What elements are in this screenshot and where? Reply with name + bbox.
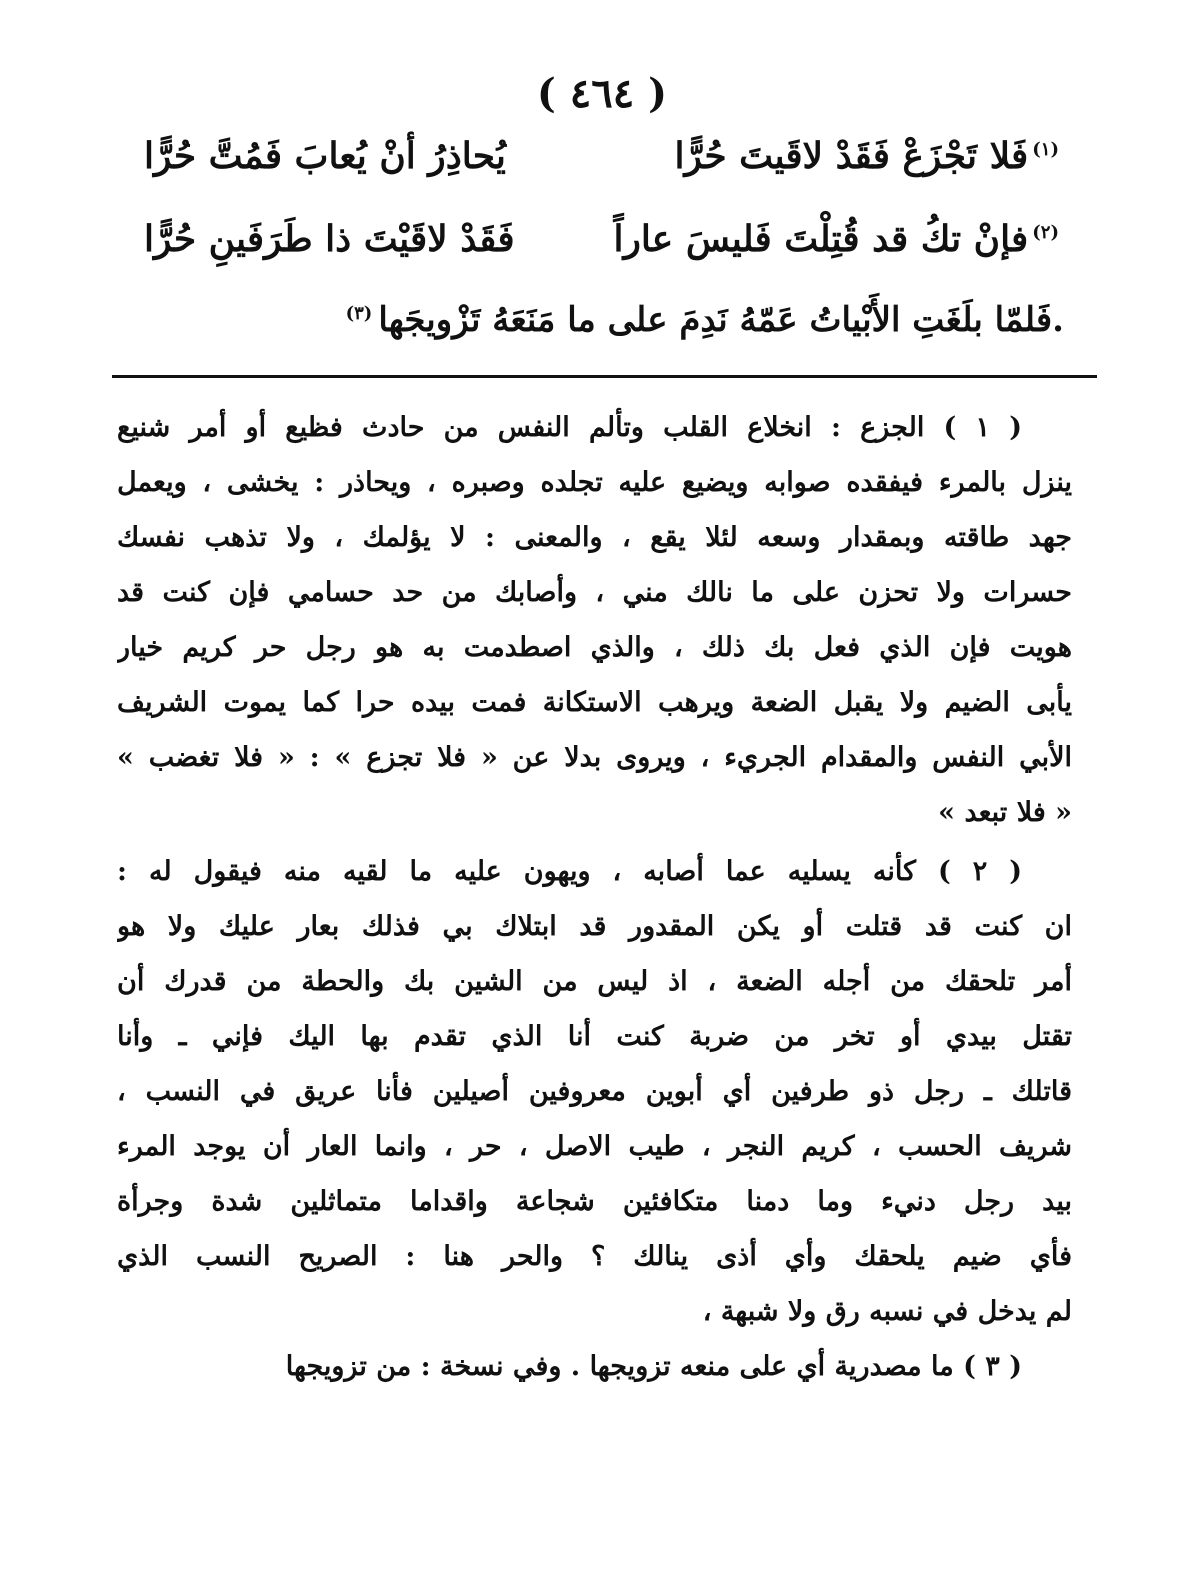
footnote-1-line: هويت فإن الذي فعل بك ذلك ، والذي اصطدمت به هو رجل حر كريم خيار bbox=[117, 632, 1072, 663]
footnote-1-line: ( ١ ) الجزع : انخلاع القلب وتألم النفس من حادث فظيع أو أمر شنيع bbox=[117, 412, 1022, 443]
verse-2-first-hemistich bbox=[613, 218, 1059, 260]
verse-2-second-hemistich: فَقَدْ لاقَيْتَ ذا طَرَفَينِ حُرًّا bbox=[144, 218, 515, 260]
footnote-2-line: أمر تلحقك من أجله الضعة ، اذ ليس من الشين بك والحطة من قدرك أن bbox=[117, 966, 1072, 997]
footnote-1-line: جهد طاقته وبمقدار وسعه لئلا يقع ، والمعنى : لا يؤلمك ، ولا تذهب نفسك bbox=[117, 522, 1072, 553]
footnote-marker-1: (١) bbox=[1032, 139, 1059, 160]
verse-2-first-text: فإنْ تكُ قد قُتِلْتَ فَليسَ عاراً bbox=[613, 218, 1029, 260]
footnote-2-line: قاتلك ـ رجل ذو طرفين أي أبوين معروفين أصيلين فأنا عريق في النسب ، bbox=[117, 1076, 1072, 1107]
footnote-2-line: بيد رجل دنيء وما دمنا متكافئين شجاعة واقداما متماثلين شدة وجرأة bbox=[117, 1186, 1072, 1217]
verse-1-second-hemistich: يُحاذِرُ أنْ يُعابَ فَمُتَّ حُرًّا bbox=[144, 135, 506, 177]
verse-1-first-text: فَلا تَجْزَعْ فَقَدْ لاقَيتَ حُرًّا bbox=[674, 135, 1029, 177]
verse-line-2 bbox=[144, 218, 1059, 260]
footnote-1 bbox=[117, 400, 1072, 840]
footnote-2-line: ( ٢ ) كأنه يسليه عما أصابه ، ويهون عليه ما لقيه منه فيقول له : bbox=[117, 856, 1022, 887]
footnote-marker-3: (٣) bbox=[345, 302, 373, 324]
footnote-divider bbox=[112, 375, 1097, 378]
narrative-text: .فَلمّا بلَغَتِ الأَبْياتُ عَمّهُ نَدِمَ على ما مَنَعَهُ تَزْويجَها bbox=[378, 300, 1064, 340]
verse-1-first-hemistich bbox=[674, 135, 1059, 177]
page-number: ( ٤٦٤ ) bbox=[536, 70, 668, 117]
footnote-1-line: ينزل بالمرء فيفقده صوابه ويضيع عليه تجلده وصبره ، ويحاذر : يخشى ، ويعمل bbox=[117, 467, 1072, 498]
footnotes bbox=[117, 400, 1072, 1394]
footnote-2-line: شريف الحسب ، كريم النجر ، طيب الاصل ، حر ، وانما العار أن يوجد المرء bbox=[117, 1131, 1072, 1162]
footnote-2-line: ان كنت قد قتلت أو يكن المقدور قد ابتلاك بي فذلك بعار عليك ولا هو bbox=[117, 911, 1072, 942]
narrative-line bbox=[134, 300, 1064, 340]
footnote-2-line: تقتل بيدي أو تخر من ضربة كنت أنا الذي تقدم بها اليك فإني ـ وأنا bbox=[117, 1021, 1072, 1052]
footnote-2 bbox=[117, 844, 1072, 1339]
footnote-1-line: الأبي النفس والمقدام الجريء ، ويروى بدلا عن « فلا تجزع » : « فلا تغضب » bbox=[117, 742, 1072, 773]
footnote-3 bbox=[117, 1339, 1072, 1394]
verse-line-1 bbox=[144, 135, 1059, 177]
footnote-3-line: ( ٣ ) ما مصدرية أي على منعه تزويجها . وفي نسخة : من تزويجها bbox=[285, 1351, 1022, 1382]
footnote-2-line: فأي ضيم يلحقك وأي أذى ينالك ؟ والحر هنا : الصريح النسب الذي bbox=[117, 1241, 1072, 1272]
footnote-2-line: لم يدخل في نسبه رق ولا شبهة ، bbox=[702, 1296, 1072, 1327]
footnote-1-line: حسرات ولا تحزن على ما نالك مني ، وأصابك من حد حسامي فإن كنت قد bbox=[117, 577, 1072, 608]
footnote-1-line: « فلا تبعد » bbox=[938, 797, 1072, 828]
footnote-1-line: يأبى الضيم ولا يقبل الضعة ويرهب الاستكانة فمت بيده حرا كما يموت الشريف bbox=[117, 687, 1072, 718]
footnote-marker-2: (٢) bbox=[1032, 222, 1059, 243]
